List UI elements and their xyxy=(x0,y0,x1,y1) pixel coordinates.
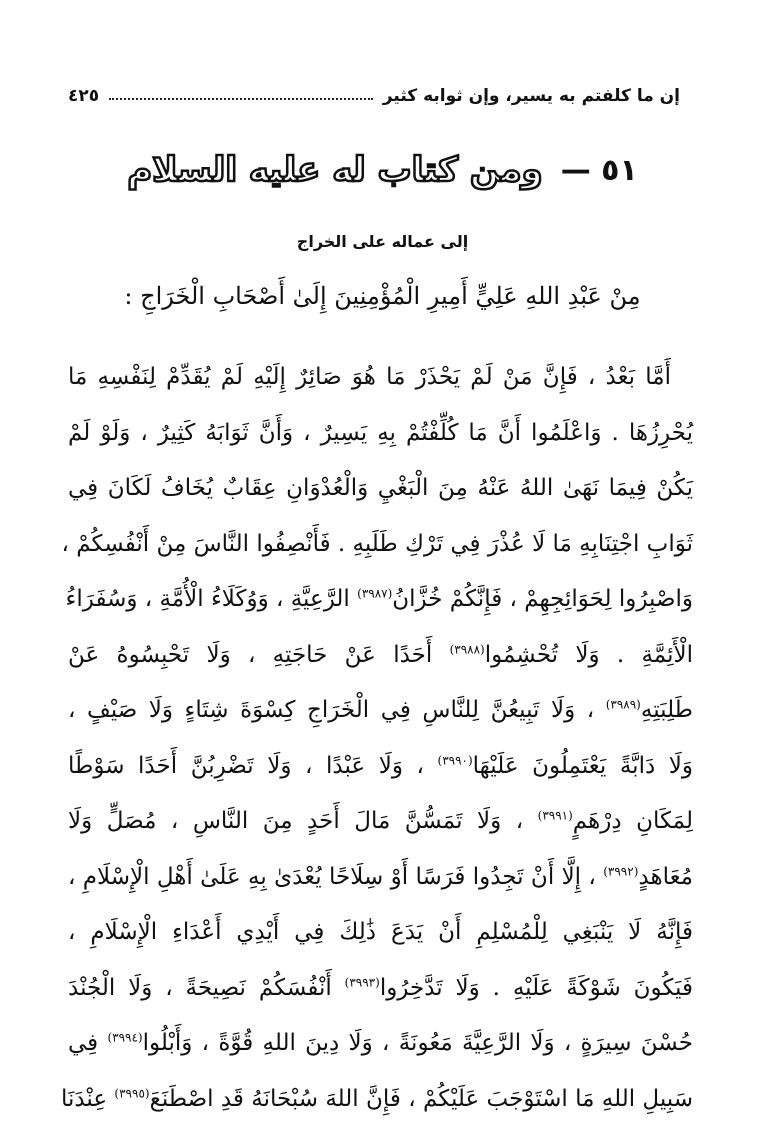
text-line: ثَوَابِ اجْتِنَابِهِ مَا لَا عُذْرَ فِي تَرْكِ طَلَبِهِ . فَأَنْصِفُوا النَّاسَ مِنْ أَنْفُسِكُمْ ، xyxy=(61,530,693,557)
text-line: فَإِنَّهُ لَا يَنْبَغِي لِلْمُسْلِمِ أَنْ يَدَعَ ذَٰلِكَ فِي أَيْدِي أَعْدَاءِ الْإِسْلَامِ ، xyxy=(68,919,693,945)
text-segment: وَاصْبِرُوا لِحَوَائِجِهِمْ ، فَإِنَّكُمْ خُزَّانُ xyxy=(392,586,693,612)
footnote-marker: (٣٩٩٢) xyxy=(603,863,639,878)
footnote-marker: (٣٩٨٧) xyxy=(357,586,393,601)
text-line xyxy=(68,739,693,795)
footnote-marker: (٣٩٩٥) xyxy=(114,1085,150,1100)
letter-heading xyxy=(127,140,638,200)
text-segment: سَبِيلِ اللهِ مَا اسْتَوْجَبَ عَلَيْكُمْ ، فَإِنَّ اللهَ سُبْحَانَهُ قَدِ اصْطَنَعَ xyxy=(149,1085,693,1112)
footnote-marker: (٣٩٩٣) xyxy=(344,974,380,989)
footnote-marker: (٣٩٨٩) xyxy=(605,697,641,712)
text-line: يُحْرِزُهَا . وَاعْلَمُوا أَنَّ مَا كُلِّفْتُمْ بِهِ يَسِيرٌ ، وَأَنَّ ثَوَابَهُ كَثِيرٌ ، وَلَوْ لَمْ xyxy=(68,419,693,446)
text-line xyxy=(65,572,693,628)
text-line: يَكُنْ فِيمَا نَهَىٰ اللهُ عَنْهُ مِنَ الْبَغْيِ وَالْعُدْوَانِ عِقَابٌ يُخَافُ لَكَانَ فِي xyxy=(68,475,693,501)
text-segment: وَلَا دَابَّةً يَعْتَمِلُونَ عَلَيْهَا xyxy=(472,752,693,779)
text-segment: الْأَئِمَّةِ . وَلَا تُحْشِمُوا xyxy=(484,641,694,668)
text-segment: ، وَلَا تَبِيعُنَّ لِلنَّاسِ فِي الْخَرَاجِ كِسْوَةَ شِتَاءٍ وَلَا صَيْفٍ ، xyxy=(68,697,595,723)
footnote-marker: (٣٩٩٠) xyxy=(437,752,473,767)
text-segment: ، وَلَا تَمَسُّنَّ مَالَ أَحَدٍ مِنَ النَّاسِ ، مُصَلٍّ وَلَا xyxy=(68,808,524,834)
running-head xyxy=(68,76,680,106)
text-segment: مُعَاهَدٍ xyxy=(638,863,693,890)
text-line xyxy=(68,1016,693,1072)
text-segment: أَنْفُسَكُمْ نَصِيحَةً ، وَلَا الْجُنْدَ xyxy=(68,974,332,1001)
text-segment: لِمَكَانِ دِرْهَمٍ xyxy=(572,808,693,834)
letter-title-calligraphy: ومن كتاب له عليه السلام xyxy=(127,150,543,190)
text-segment: فِي xyxy=(68,1030,99,1056)
running-head-title: إن ما كلفتم به يسير، وإن ثوابه كثير xyxy=(382,86,680,106)
text-line xyxy=(68,850,693,906)
text-segment: فَيَكُونَ شَوْكَةً عَلَيْهِ . وَلَا تَدَّخِرُوا xyxy=(379,974,693,1001)
text-line xyxy=(60,1072,693,1127)
text-segment: أَحَدًا عَنْ حَاجَتِهِ ، وَلَا تَحْبِسُوهُ عَنْ xyxy=(68,641,433,668)
text-segment: ، إِلَّا أَنْ تَجِدُوا فَرَسًا أَوْ سِلَاحًا يُعْدَىٰ بِهِ عَلَىٰ أَهْلِ الْإِسْلَامِ ، xyxy=(68,863,596,890)
text-segment: عِنْدَنَا xyxy=(60,1085,108,1112)
text-segment: طَلِبَتِهِ xyxy=(640,697,693,723)
letter-number: ٥١ — xyxy=(560,152,638,188)
leader-dots xyxy=(109,98,373,100)
page-number: ٤٢٥ xyxy=(68,86,100,106)
text-line xyxy=(68,683,693,739)
text-line: أَمَّا بَعْدُ ، فَإِنَّ مَنْ لَمْ يَحْذَرْ مَا هُوَ صَائِرٌ إِلَيْهِ لَمْ يُقَدِّمْ لِنَفْسِهِ مَا xyxy=(68,364,671,390)
footnote-marker: (٣٩٨٨) xyxy=(449,641,485,656)
salutation-line: مِنْ عَبْدِ اللهِ عَلِيٍّ أَمِيرِ الْمُؤْمِنِينَ إِلَىٰ أَصْحَابِ الْخَرَاجِ : xyxy=(124,282,641,310)
footnote-marker: (٣٩٩١) xyxy=(537,808,573,823)
recipient-subtitle: إلى عماله على الخراج xyxy=(296,232,469,251)
text-segment: حُسْنَ سِيرَةٍ ، وَلَا الرَّعِيَّةَ مَعُونَةً ، وَلَا دِينَ اللهِ قُوَّةً ، وَأَبْلُوا xyxy=(142,1030,693,1056)
text-line xyxy=(68,628,693,684)
text-segment: الرَّعِيَّةِ ، وَوُكَلَاءُ الْأُمَّةِ ، وَسُفَرَاءُ xyxy=(65,586,350,612)
text-line xyxy=(68,961,693,1017)
footnote-marker: (٣٩٩٤) xyxy=(107,1030,143,1045)
text-segment: ، وَلَا عَبْدًا ، وَلَا تَضْرِبُنَّ أَحَدًا سَوْطًا xyxy=(68,752,424,779)
text-line xyxy=(68,794,693,850)
letter-body xyxy=(60,350,694,1127)
